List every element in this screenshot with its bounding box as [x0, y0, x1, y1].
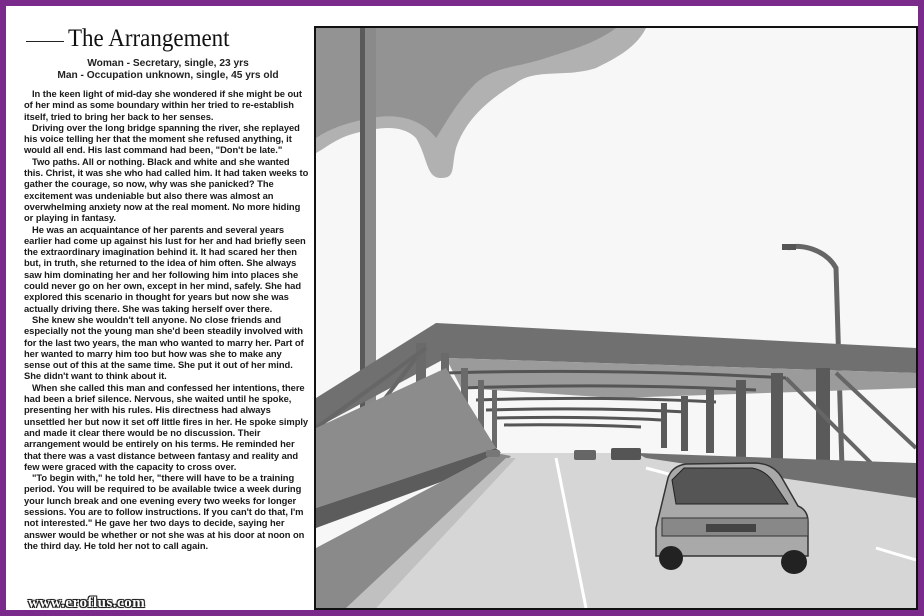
- page-inner: [12, 12, 912, 611]
- title-rule: [26, 41, 64, 42]
- watermark: www.eroflus.com: [28, 595, 146, 611]
- distant-car: [611, 448, 641, 460]
- lamp-head: [782, 244, 796, 250]
- title-row: [26, 22, 306, 56]
- story-paragraph: "To begin with," he told her, "there will have to be a training period. You will be required to be available twice a week during your lunch break and one evening every two weeks for longer sessions. You are to follow instructions. If you can't do that, I'm not interested." He gave her two days to decide, saying her answer would be whether or not she was at his door at noon on the third day. He told her not to call again.: [24, 472, 305, 551]
- bridge-drawing: [316, 28, 916, 608]
- story-paragraph: In the keen light of mid-day she wondered if she might be out of her mind as some boundary within her tried to re-establish itself, tried to bring her back to her senses.: [24, 88, 302, 122]
- story-paragraph: Driving over the long bridge spanning the river, she replayed his voice telling her that the moment she refused anything, it would all end. His last command had been, "Don't be late.": [24, 121, 300, 156]
- story-text: [24, 88, 310, 608]
- story-paragraph: He was an acquaintance of her parents and several years earlier had come up against his lust for her and had briefly seen the extraordinary imagination behind it. It had scared her then but, in truth, she returned to the idea of him often. She always saw him dominating her and her following him into places she could never go on her own, except in her mind, safely. She had explored this scenario in thought for years but now she was actually driving there. She was taking herself over there.: [24, 223, 306, 314]
- distant-car: [486, 450, 500, 457]
- story-paragraph: She knew she wouldn't tell anyone. No close friends and especially not the young man she'd been steadily involved with for the last two years, the man who wanted to marry her. Part of her wanted to marry him too but how was she to make any sense out of this at the same time. She put it out of her mind. She didn't want to think about it.: [24, 313, 304, 382]
- story-paragraph: When she called this man and confessed her intentions, there had been a brief silence. Nervous, she waited until he spoke, presenting her with his rules. His directness had always unsettled her but now it set off little fires in her. He spoke simply and made it clear there would be no discussion. Their arrangement would be entirely on his terms. He reminded her that there was a vast distance between fantasy and reality and few were graced with the capacity to cross over.: [24, 381, 309, 472]
- story-paragraph: Two paths. All or nothing. Black and white and she wanted this. Christ, it was she who had called him. It had taken weeks to gather the courage, so now, why was she panicked? The excitement was undeniable but also there was almost an overwhelming anxiety now at the real moment. No more hiding or playing in fantasy.: [24, 155, 309, 224]
- character-list: [26, 58, 310, 82]
- character-man: Man - Occupation unknown, single, 45 yrs old: [57, 70, 279, 81]
- bridge-illustration: [314, 26, 918, 610]
- character-woman: Woman - Secretary, single, 23 yrs: [87, 58, 249, 69]
- distant-car: [574, 450, 596, 460]
- article-title: The Arrangement: [68, 25, 230, 52]
